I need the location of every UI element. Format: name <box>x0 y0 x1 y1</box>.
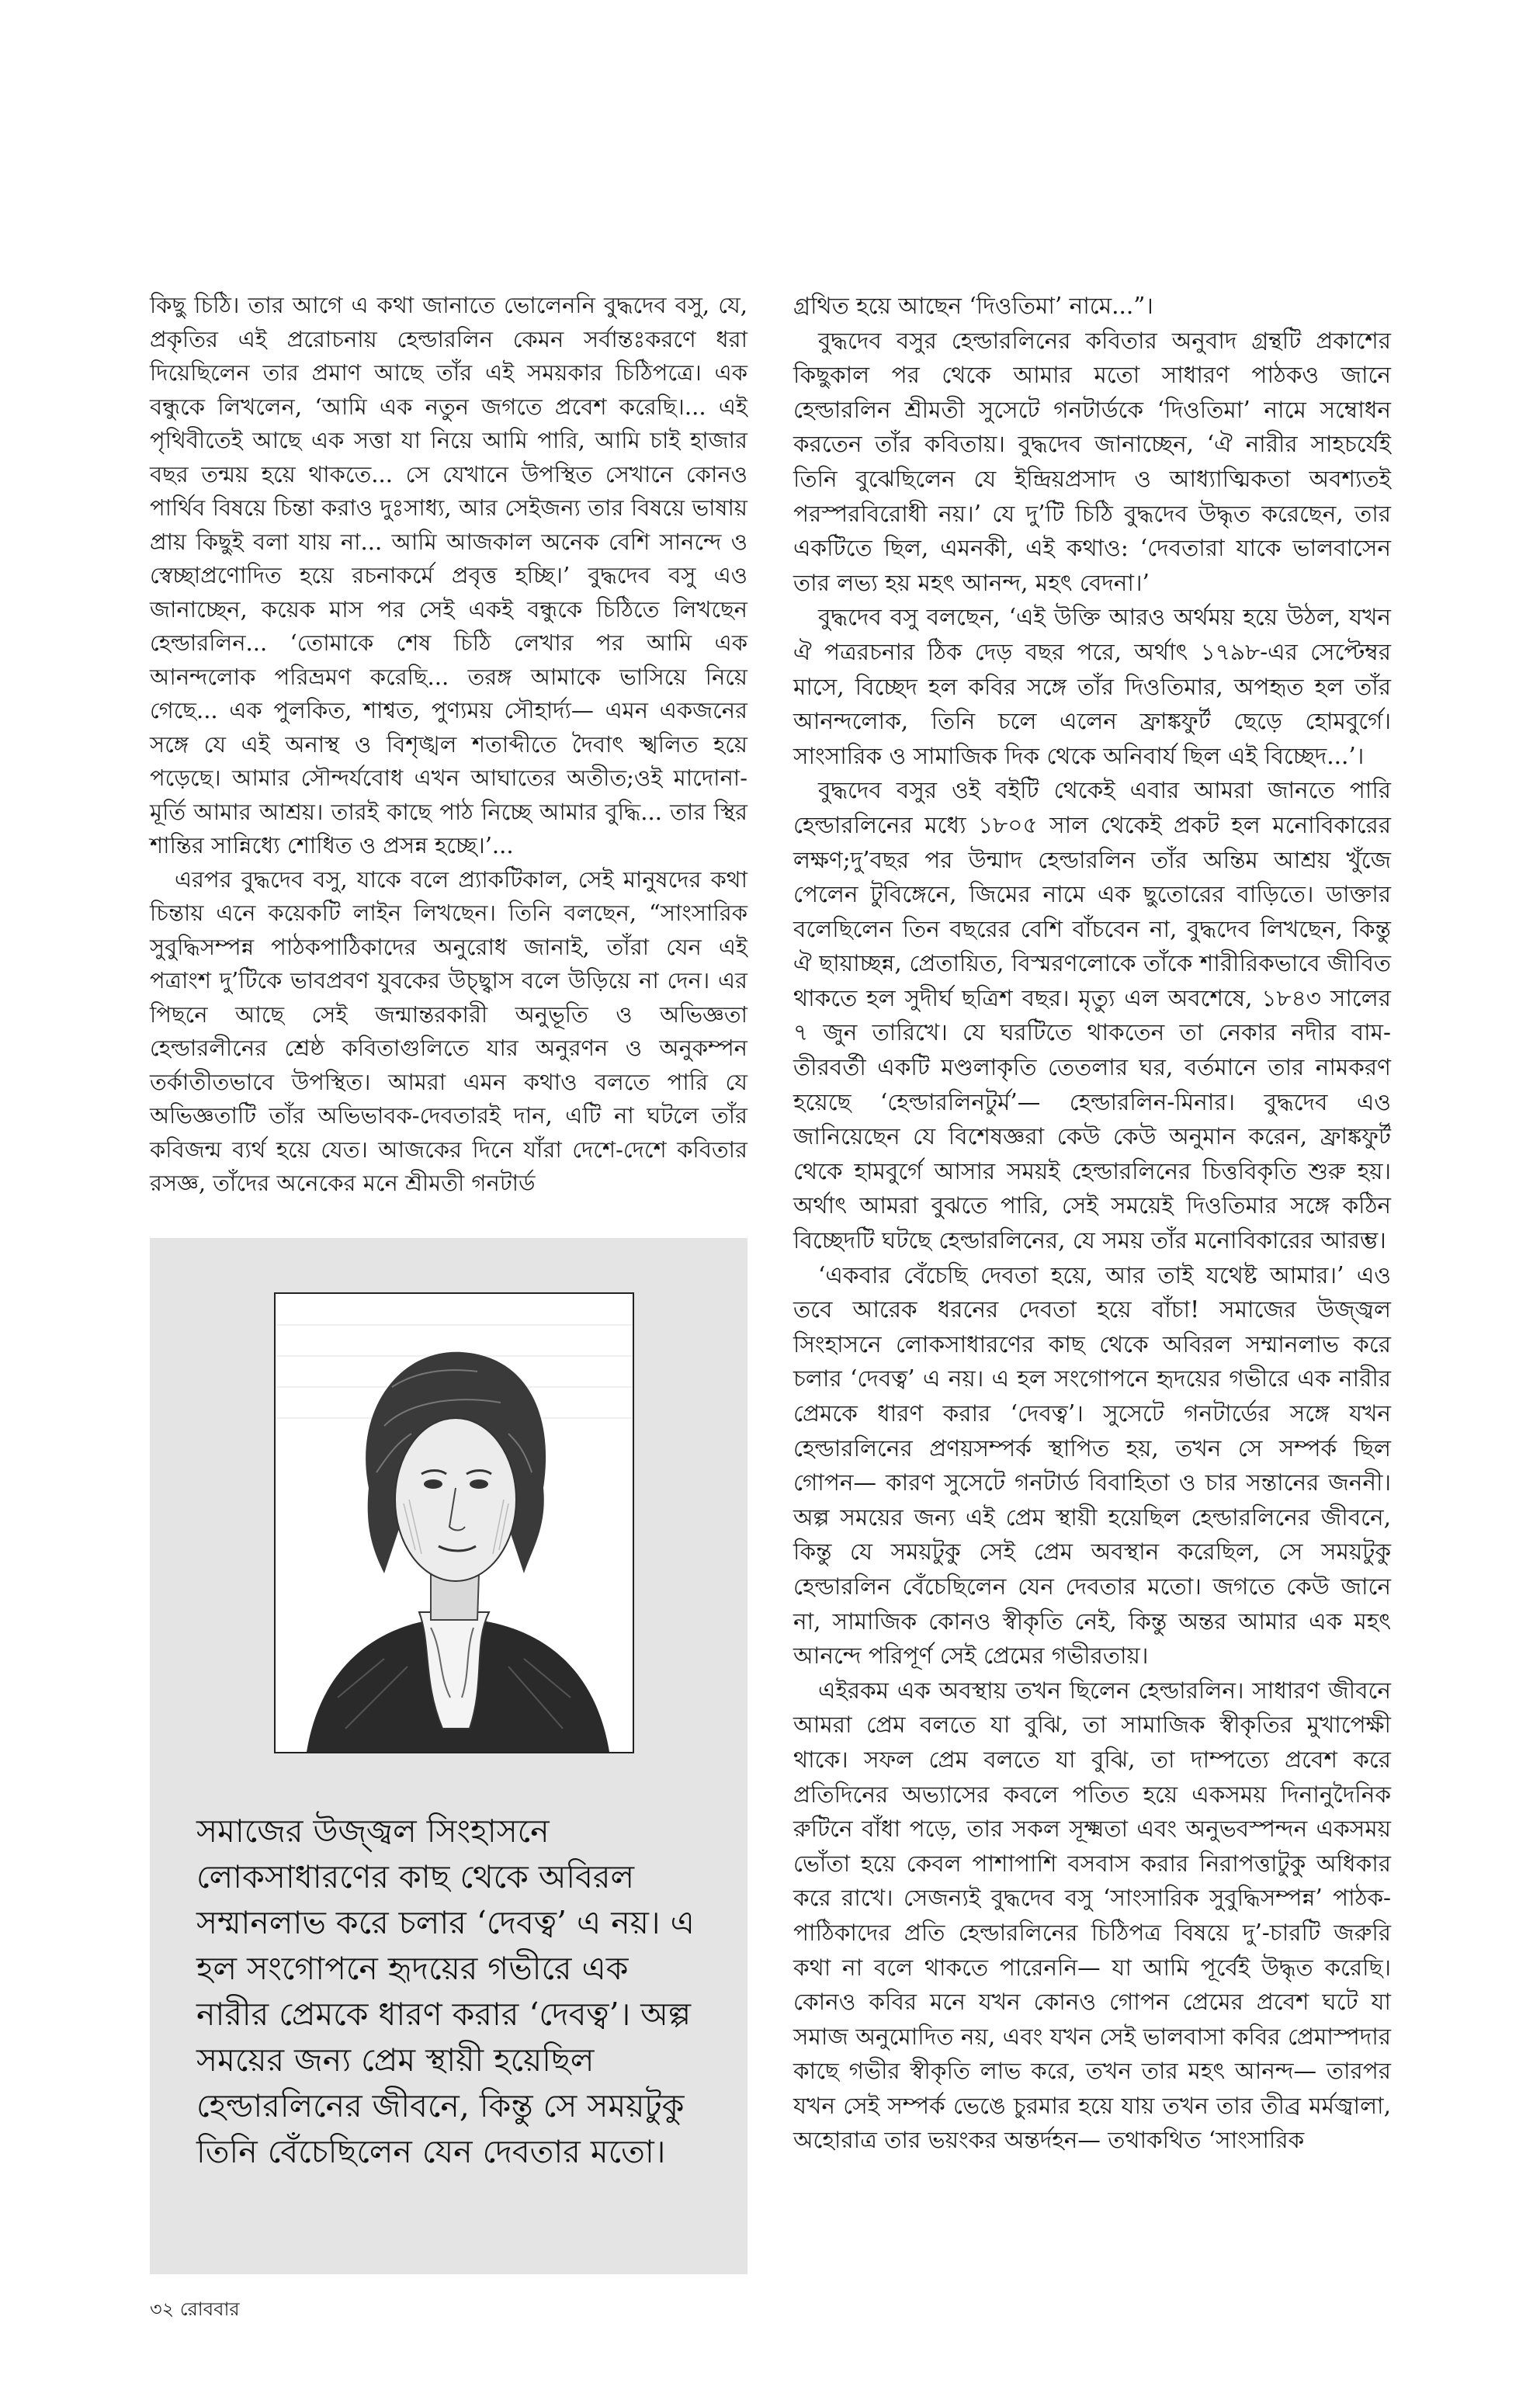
right-column <box>793 289 1391 2158</box>
portrait-frame <box>274 1292 634 1753</box>
right-paragraph-1: গ্রথিত হয়ে আছেন ‘দিওতিমা’ নামে...”। <box>793 293 1153 319</box>
right-paragraph-2: বুদ্ধদেব বসুর হেল্ডারলিনের কবিতার অনুবাদ গ্রন্থটি প্রকাশের কিছুকাল পর থেকে আমার মতো সাধারণ পাঠকও জানে হেল্ডারলিন শ্রীমতী সুসেটে গনটার্ডকে ‘দিওতিমা’ নামে সম্বোধন করতেন তাঁর কবিতায়। বুদ্ধদেব জানাচ্ছেন, ‘ঐ নারীর সাহচর্যেই তিনি বুঝেছিলেন যে ইন্দ্রিয়প্রসাদ ও আধ্যাত্মিকতা অবশ্যতই পরস্পরবিরোধী নয়।’ যে দু’টি চিঠি বুদ্ধদেব উদ্ধৃত করেছেন, তার একটিতে ছিল, এমনকী, এই কথাও: ‘দেবতারা যাকে ভালবাসেন তার লভ্য হয় মহৎ আনন্দ, মহৎ বেদনা।’ <box>793 327 1391 596</box>
portrait-engraving-icon <box>276 1294 633 1752</box>
left-column <box>150 289 747 1201</box>
right-paragraph-6: এইরকম এক অবস্থায় তখন ছিলেন হেল্ডারলিন। সাধারণ জীবনে আমরা প্রেম বলতে যা বুঝি, তা সামাজিক স্বীকৃতির মুখাপেক্ষী থাকে। সফল প্রেম বলতে যা বুঝি, তা দাম্পত্যে প্রবেশ করে প্রতিদিনের অভ্যাসের কবলে পতিত হয়ে একসময় দিনানুদৈনিক রুটিনে বাঁধা পড়ে, তার সকল সূক্ষ্মতা এবং অনুভবস্পন্দন একসময় ভোঁতা হয়ে কেবল পাশাপাশি বসবাস করার নিরাপত্তাটুকু অধিকার করে রাখে। সেজন্যই বুদ্ধদেব বসু ‘সাংসারিক সুবুদ্ধিসম্পন্ন’ পাঠক-পাঠিকাদের প্রতি হেল্ডারলিনের চিঠিপত্র বিষয়ে দু’-চারটি জরুরি কথা না বলে থাকতে পারেননি— যা আমি পূর্বেই উদ্ধৃত করেছি। কোনও কবির মনে যখন কোনও গোপন প্রেমের প্রবেশ ঘটে যা সমাজ অনুমোদিত নয়, এবং যখন সেই ভালবাসা কবির প্রেমাস্পদার কাছে গভীর স্বীকৃতি লাভ করে, তখন তার মহৎ আনন্দ— তারপর যখন সেই সম্পর্ক ভেঙে চুরমার হয়ে যায় তখন তার তীব্র মর্মজ্বালা, অহোরাত্র তার ভয়ংকর অন্তর্দহন— তথাকথিত ‘সাংসারিক <box>793 1677 1391 2154</box>
right-paragraph-4: বুদ্ধদেব বসুর ওই বইটি থেকেই এবার আমরা জানতে পারি হেল্ডারলিনের মধ্যে ১৮০৫ সাল থেকেই প্রকট হল মনোবিকারের লক্ষণ;দু’বছর পর উন্মাদ হেল্ডারলিন তাঁর অন্তিম আশ্রয় খুঁজে পেলেন টুবিঙ্গেনে, জিমের নামে এক ছুতোরের বাড়িতে। ডাক্তার বলেছিলেন তিন বছরের বেশি বাঁচবেন না, বুদ্ধদেব লিখছেন, কিন্তু ঐ ছায়াচ্ছন্ন, প্রেতায়িত, বিস্মরণলোকে তাঁকে শারীরিকভাবে জীবিত থাকতে হল সুদীর্ঘ ছত্রিশ বছর। মৃত্যু এল অবশেষে, ১৮৪৩ সালের ৭ জুন তারিখে। যে ঘরটিতে থাকতেন তা নেকার নদীর বাম-তীরবর্তী একটি মণ্ডলাকৃতি তেতলার ঘর, বর্তমানে তার নামকরণ হয়েছে ‘হেল্ডারলিনটুর্ম’— হেল্ডারলিন-মিনার। বুদ্ধদেব এও জানিয়েছেন যে বিশেষজ্ঞরা কেউ কেউ অনুমান করেন, ফ্রাঙ্কফুর্ট থেকে হামবুর্গে আসার সময়ই হেল্ডারলিনের চিত্তবিকৃতি শুরু হয়। অর্থাৎ আমরা বুঝতে পারি, সেই সময়েই দিওতিমার সঙ্গে কঠিন বিচ্ছেদটি ঘটছে হেল্ডারলিনের, যে সময় তাঁর মনোবিকারের আরম্ভ। <box>793 777 1391 1254</box>
left-paragraph-2: এরপর বুদ্ধদেব বসু, যাকে বলে প্র্যাকটিকাল, সেই মানুষদের কথা চিন্তায় এনে কয়েকটি লাইন লিখছেন। তিনি বলছেন, “সাংসারিক সুবুদ্ধিসম্পন্ন পাঠকপাঠিকাদের অনুরোধ জানাই, তাঁরা যেন এই পত্রাংশ দু’টিকে ভাবপ্রবণ যুবকের উচ্ছ্বাস বলে উড়িয়ে না দেন। এর পিছনে আছে সেই জন্মান্তরকারী অনুভূতি ও অভিজ্ঞতা হেল্ডারলীনের শ্রেষ্ঠ কবিতাগুলিতে যার অনুরণন ও অনুকম্পন তর্কাতীতভাবে উপস্থিত। আমরা এমন কথাও বলতে পারি যে অভিজ্ঞতাটি তাঁর অভিভাবক-দেবতারই দান, এটি না ঘটলে তাঁর কবিজন্ম ব্যর্থ হয়ে যেত। আজকের দিনে যাঁরা দেশে-দেশে কবিতার রসজ্ঞ, তাঁদের অনেকের মনে শ্রীমতী গনটার্ড <box>150 865 747 1196</box>
portrait-figure-box <box>150 1238 747 2274</box>
right-paragraph-5: ‘একবার বেঁচেছি দেবতা হয়ে, আর তাই যথেষ্ট আমার।’ এও তবে আরেক ধরনের দেবতা হয়ে বাঁচা! সমাজের উজ্জ্বল সিংহাসনে লোকসাধারণের কাছ থেকে অবিরল সম্মানলাভ করে চলার ‘দেবত্ব’ এ নয়। এ হল সংগোপনে হৃদয়ের গভীরে এক নারীর প্রেমকে ধারণ করার ‘দেবত্ব’। সুসেটে গনটার্ডের সঙ্গে যখন হেল্ডারলিনের প্রণয়সম্পর্ক স্থাপিত হয়, তখন সে সম্পর্ক ছিল গোপন— কারণ সুসেটে গনটার্ড বিবাহিতা ও চার সন্তানের জননী। অল্প সময়ের জন্য এই প্রেম স্থায়ী হয়েছিল হেল্ডারলিনের জীবনে, কিন্তু যে সময়টুকু সেই প্রেম অবস্থান করেছিল, সে সময়টুকু হেল্ডারলিন বেঁচেছিলেন যেন দেবতার মতো। জগতে কেউ জানে না, সামাজিক কোনও স্বীকৃতি নেই, কিন্তু অন্তর আমার এক মহৎ আনন্দে পরিপূর্ণ সেই প্রেমের গভীরতায়। <box>793 1261 1391 1670</box>
page-folio: ৩২ রোববার <box>150 2298 240 2320</box>
pull-quote: সমাজের উজ্জ্বল সিংহাসনে লোকসাধারণের কাছ থেকে অবিরল সম্মানলাভ করে চলার ‘দেবত্ব’ এ নয়। এ হল সংগোপনে হৃদয়ের গভীরে এক নারীর প্রেমকে ধারণ করার ‘দেবত্ব’। অল্প সময়ের জন্য প্রেম স্থায়ী হয়েছিল হেল্ডারলিনের জীবনে, কিন্তু সে সময়টুকু তিনি বেঁচেছিলেন যেন দেবতার মতো। <box>196 1812 695 2170</box>
right-paragraph-3: বুদ্ধদেব বসু বলছেন, ‘এই উক্তি আরও অর্থময় হয়ে উঠল, যখন ঐ পত্ররচনার ঠিক দেড় বছর পরে, অর্থাৎ ১৭৯৮-এর সেপ্টেম্বর মাসে, বিচ্ছেদ হল কবির সঙ্গে তাঁর দিওতিমার, অপহৃত হল তাঁর আনন্দলোক, তিনি চলে এলেন ফ্রাঙ্কফুর্ট ছেড়ে হোমবুর্গে। সাংসারিক ও সামাজিক দিক থেকে অনিবার্য ছিল এই বিচ্ছেদ...’। <box>793 604 1391 769</box>
left-paragraph-1: কিছু চিঠি। তার আগে এ কথা জানাতে ভোলেননি বুদ্ধদেব বসু, যে, প্রকৃতির এই প্ররোচনায় হেল্ডারলিন কেমন সর্বান্তঃকরণে ধরা দিয়েছিলেন তার প্রমাণ আছে তাঁর এই সময়কার চিঠিপত্রে। এক বন্ধুকে লিখলেন, ‘আমি এক নতুন জগতে প্রবেশ করেছি।... এই পৃথিবীতেই আছে এক সত্তা যা নিয়ে আমি পারি, আমি চাই হাজার বছর তন্ময় হয়ে থাকতে... সে যেখানে উপস্থিত সেখানে কোনও পার্থিব বিষয়ে চিন্তা করাও দুঃসাধ্য, আর সেইজন্য তার বিষয়ে ভাষায় প্রায় কিছুই বলা যায় না... আমি আজকাল অনেক বেশি সানন্দে ও স্বেচ্ছাপ্রণোদিত হয়ে রচনাকর্মে প্রবৃত্ত হচ্ছি।’ বুদ্ধদেব বসু এও জানাচ্ছেন, কয়েক মাস পর সেই একই বন্ধুকে চিঠিতে লিখছেন হেল্ডারলিন... ‘তোমাকে শেষ চিঠি লেখার পর আমি এক আনন্দলোক পরিভ্রমণ করেছি... তরঙ্গ আমাকে ভাসিয়ে নিয়ে গেছে... এক পুলকিত, শাশ্বত, পুণ্যময় সৌহার্দ্য— এমন একজনের সঙ্গে যে এই অনাস্থ ও বিশৃঙ্খল শতাব্দীতে দৈবাৎ স্খলিত হয়ে পড়েছে। আমার সৌন্দর্যবোধ এখন আঘাতের অতীত;ওই মাদোনা-মূর্তি আমার আশ্রয়। তারই কাছে পাঠ নিচ্ছে আমার বুদ্ধি... তার স্থির শান্তির সান্নিধ্যে শোধিত ও প্রসন্ন হচ্ছে।’... <box>150 292 747 858</box>
